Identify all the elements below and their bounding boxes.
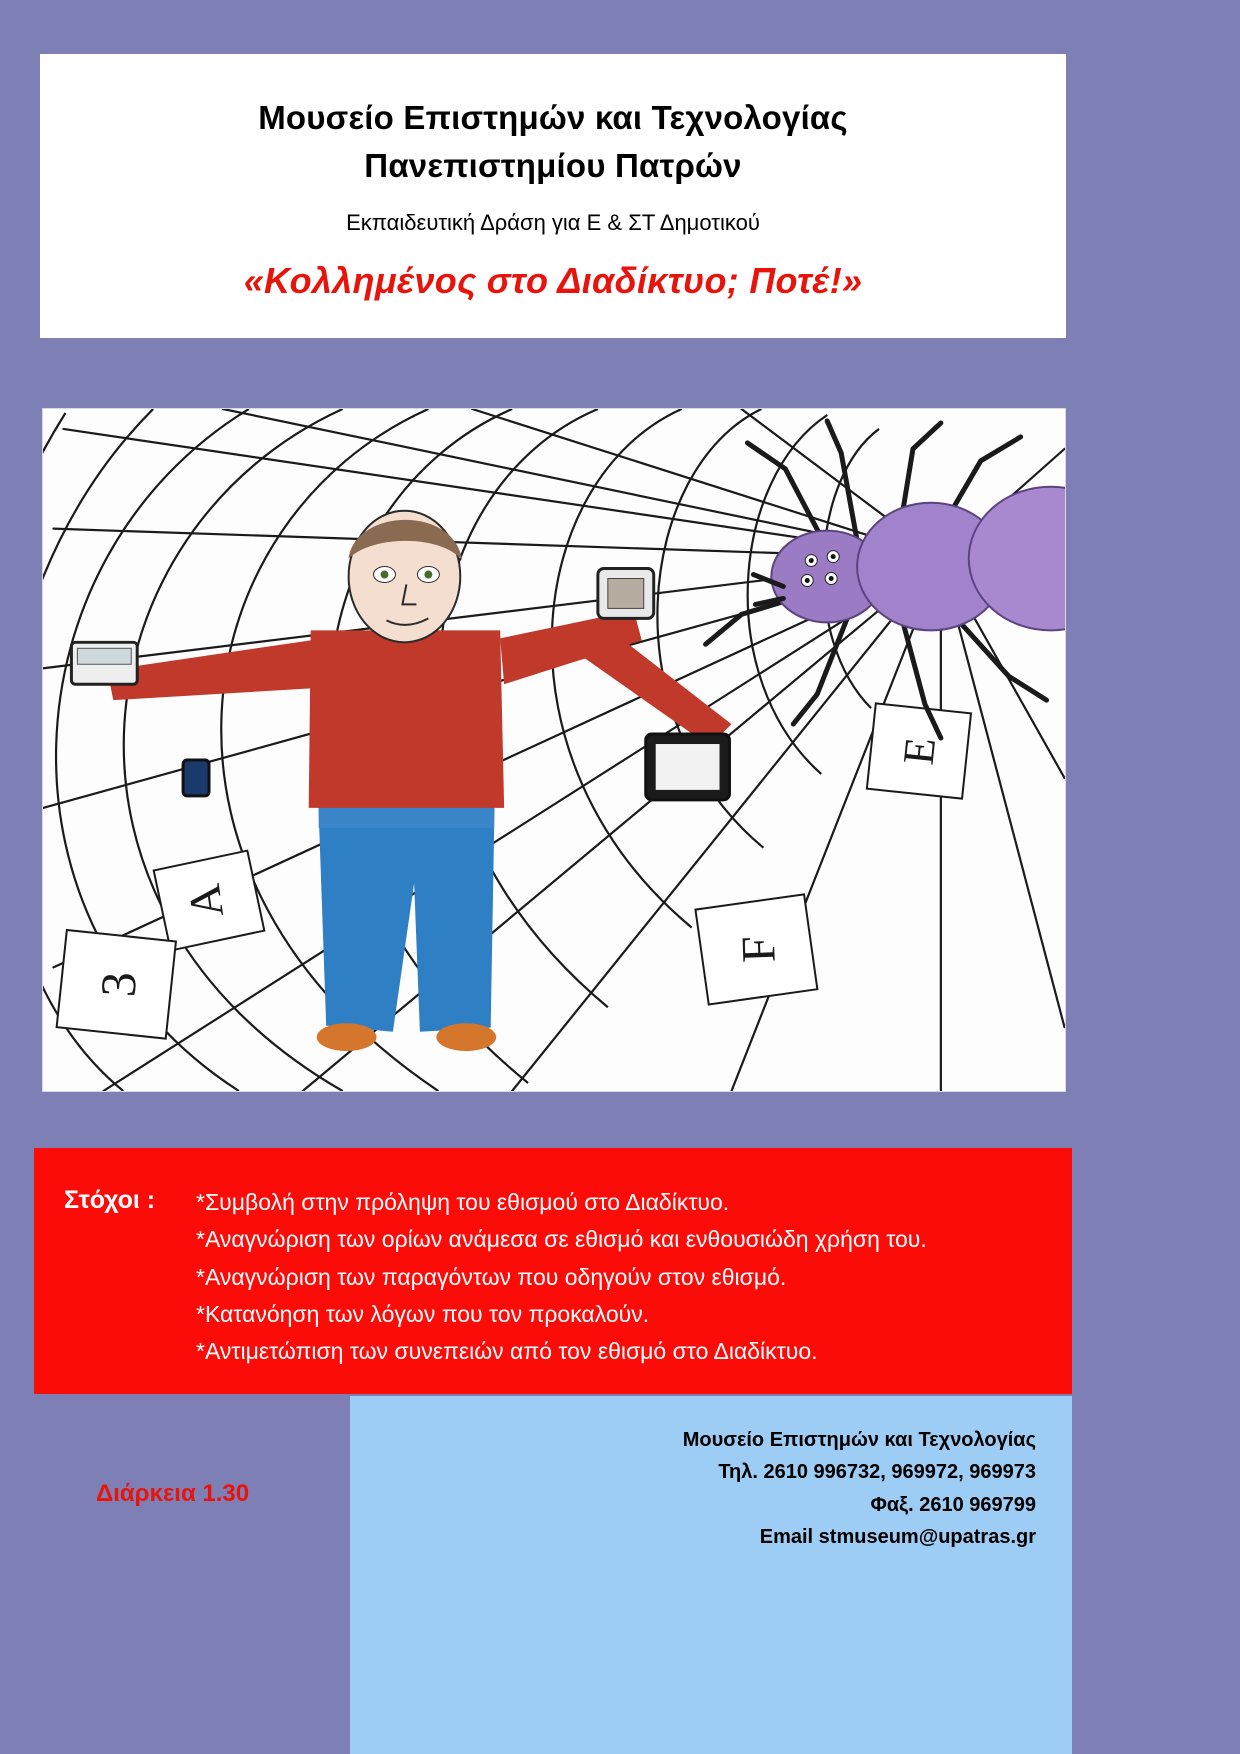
- program-subtitle: Εκπαιδευτική Δράση για Ε & ΣΤ Δημοτικού: [346, 209, 760, 235]
- illustration-image: [42, 408, 1066, 1092]
- goal-item: *Συμβολή στην πρόληψη του εθισμού στο Διαδίκτυο.: [196, 1189, 730, 1215]
- goals-box: [34, 1148, 1072, 1394]
- contact-fax: Φαξ. 2610 969799: [870, 1493, 1036, 1516]
- goals-label: Στόχοι :: [64, 1186, 156, 1214]
- svg-text:E: E: [894, 735, 946, 767]
- goal-item: *Αναγνώριση των ορίων ανάμεσα σε εθισμό και ενθουσιώδη χρήση του.: [196, 1226, 927, 1253]
- museum-title-line-2: Πανεπιστημίου Πατρών: [364, 146, 742, 184]
- contact-museum-name: Μουσείο Επιστημών και Τεχνολογίας: [682, 1429, 1036, 1451]
- page-title: «Κολλημένος στο Διαδίκτυο; Ποτέ!»: [243, 260, 863, 302]
- museum-title-line-1: Μουσείο Επιστημών και Τεχνολογίας: [258, 99, 848, 136]
- goal-item: *Αντιμετώπιση των συνεπειών από τον εθισμό στο Διαδίκτυο.: [196, 1338, 818, 1364]
- svg-text:A: A: [177, 881, 234, 922]
- contact-box: [350, 1396, 1072, 1754]
- contact-phone: Τηλ. 2610 996732, 969972, 969973: [718, 1461, 1036, 1484]
- svg-text:F: F: [731, 935, 786, 964]
- spider-web-drawing: [43, 409, 1065, 1091]
- duration-label: Διάρκεια 1.30: [96, 1480, 250, 1507]
- svg-text:3: 3: [90, 970, 147, 998]
- goal-item: *Κατανόηση των λόγων που τον προκαλούν.: [196, 1300, 650, 1327]
- contact-details: [683, 1424, 1036, 1554]
- goal-item: *Αναγνώριση των παραγόντων που οδηγούν στον εθισμό.: [196, 1263, 787, 1290]
- contact-email[interactable]: Email stmuseum@upatras.gr: [759, 1526, 1036, 1549]
- goals-list: [196, 1184, 1056, 1370]
- header-panel: [40, 54, 1066, 338]
